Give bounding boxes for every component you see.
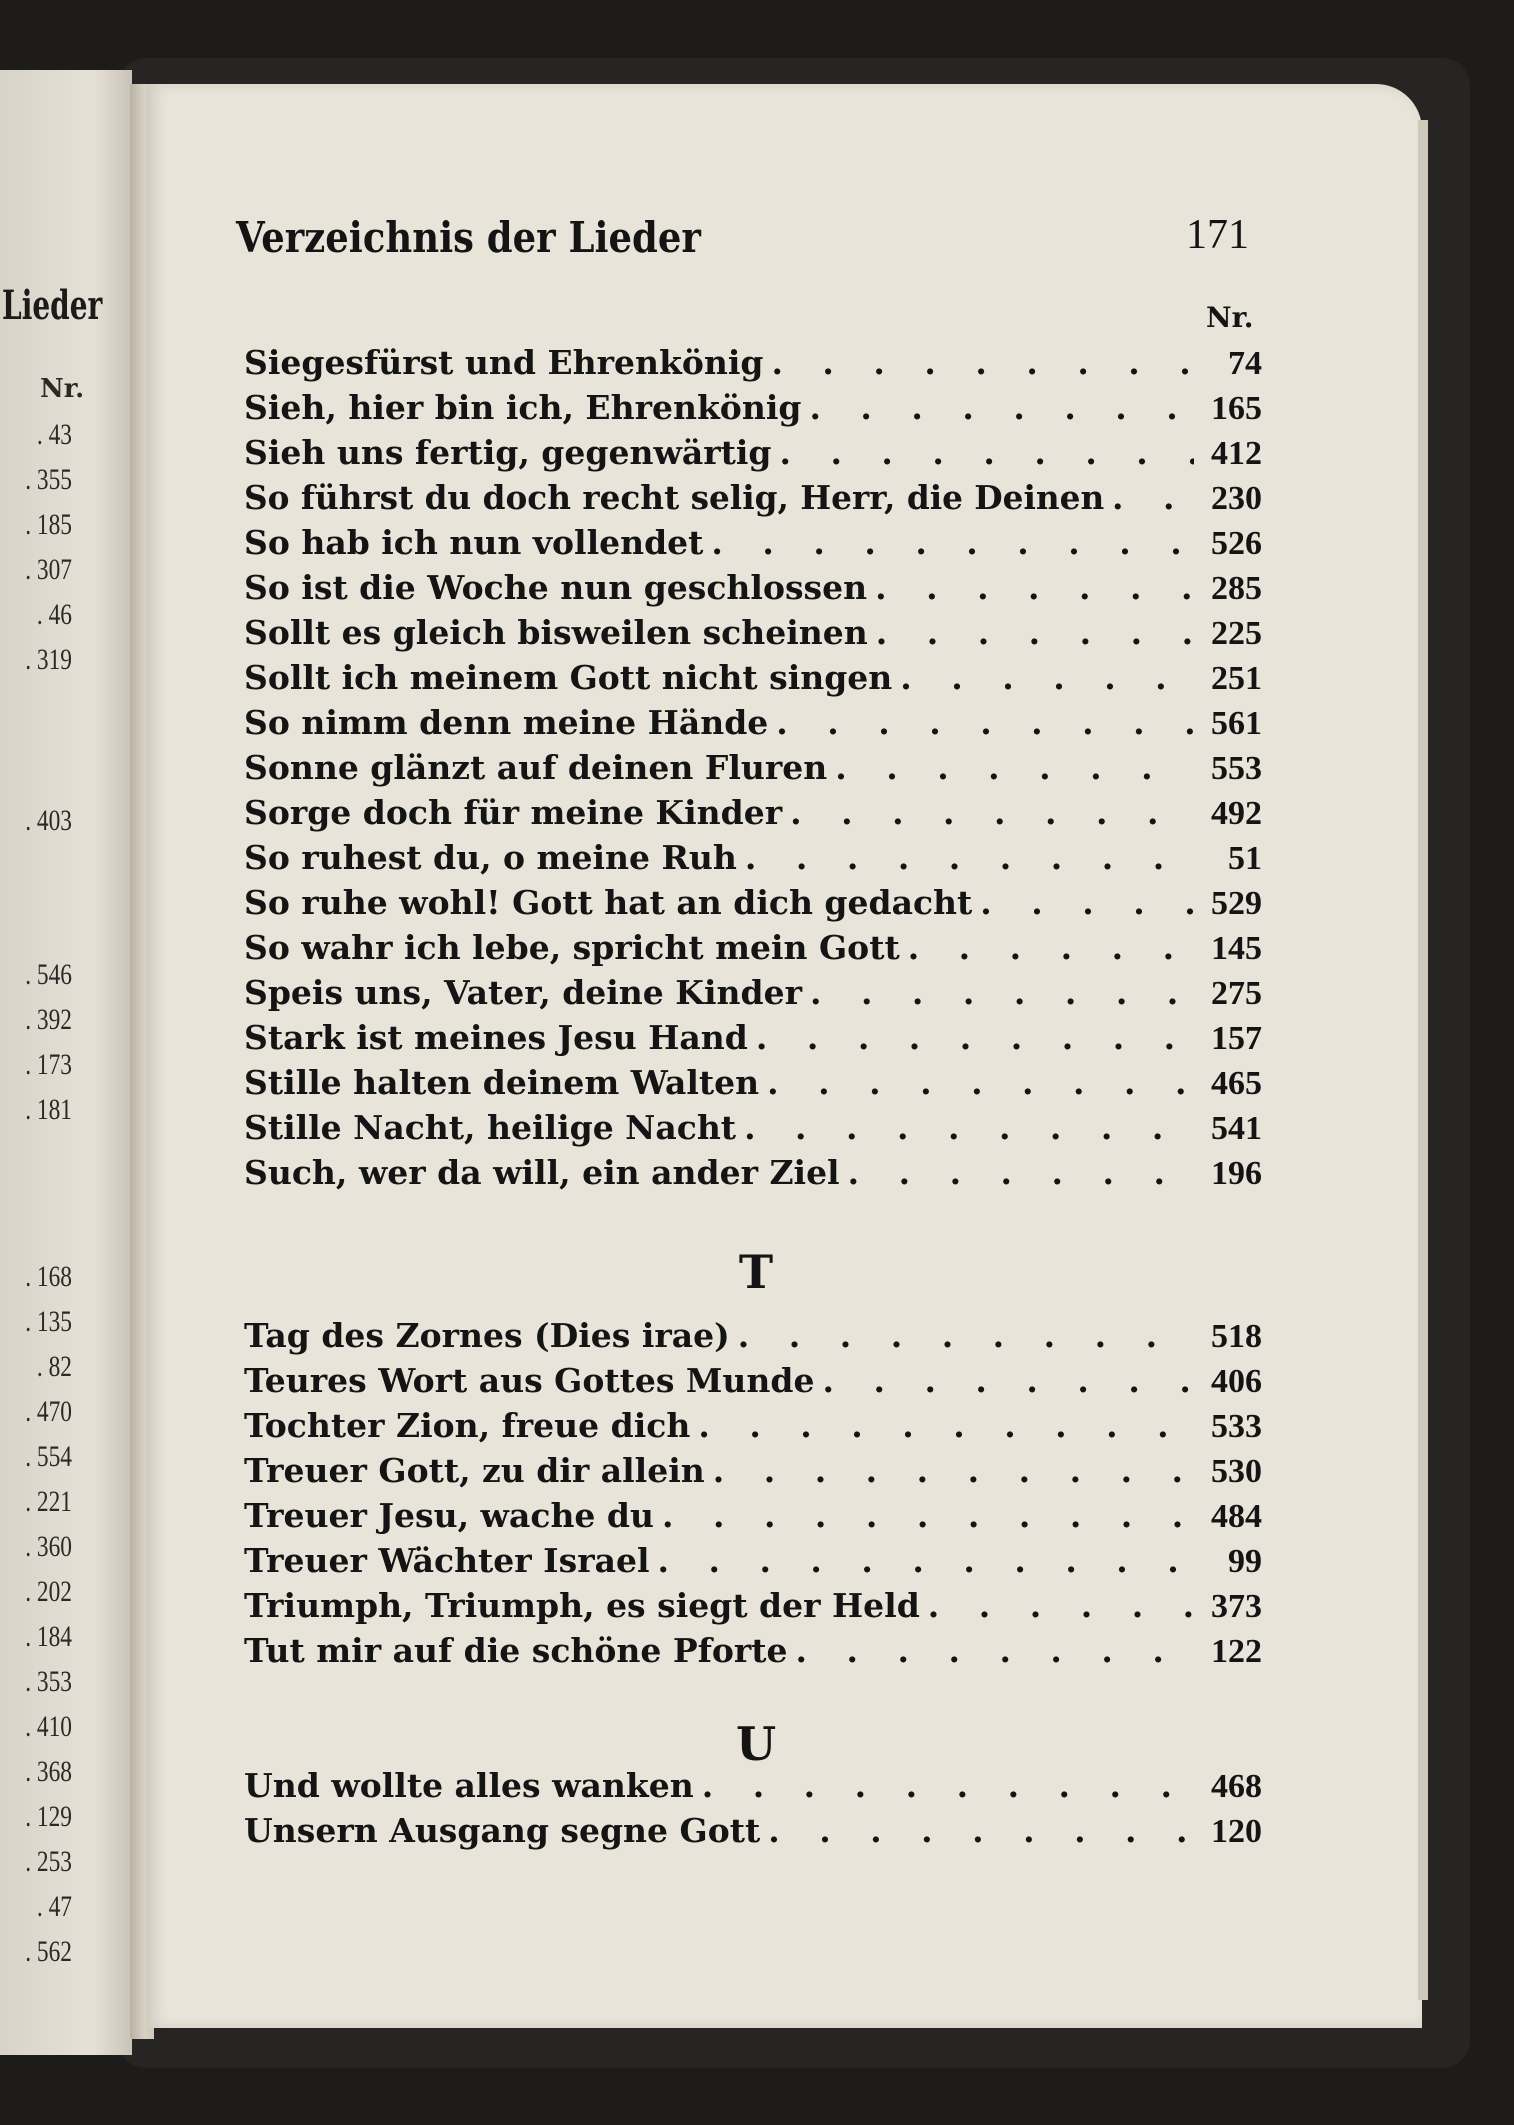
- entry-title: Tut mir auf die schöne Pforte: [244, 1631, 788, 1670]
- entry-number: 529: [1211, 885, 1262, 922]
- entry-title: Triumph, Triumph, es siegt der Held: [244, 1586, 920, 1625]
- entry-number: 484: [1211, 1498, 1262, 1535]
- entry-title: Tochter Zion, freue dich: [244, 1406, 691, 1445]
- dot-leader: [745, 838, 1194, 877]
- index-entry: [244, 1108, 1262, 1152]
- entry-title: Stille halten deinem Walten: [244, 1063, 760, 1102]
- dot-leader: [928, 1586, 1194, 1625]
- dot-leader: [702, 1766, 1194, 1805]
- dot-leader: [980, 883, 1194, 922]
- entry-title: So ruhest du, o meine Ruh: [244, 838, 737, 877]
- left-page-number: . 46: [36, 598, 72, 631]
- dot-leader: [900, 658, 1194, 697]
- index-entry: [244, 1766, 1262, 1810]
- entry-number: 74: [1228, 345, 1262, 382]
- left-page-number: . 319: [25, 643, 72, 676]
- dot-leader: [1112, 478, 1194, 517]
- entry-number: 561: [1211, 705, 1262, 742]
- dot-leader: [662, 1496, 1194, 1535]
- dot-leader: [776, 703, 1194, 742]
- left-page-number: . 368: [25, 1755, 72, 1788]
- entry-title: Und wollte alles wanken: [244, 1766, 694, 1805]
- index-entry: [244, 1361, 1262, 1405]
- entry-number: 533: [1211, 1408, 1262, 1445]
- dot-leader: [713, 1451, 1194, 1490]
- index-entry: [244, 1406, 1262, 1450]
- index-entry: [244, 883, 1262, 927]
- dot-leader: [848, 1153, 1194, 1192]
- left-page-number: . 353: [25, 1665, 72, 1698]
- dot-leader: [698, 1406, 1194, 1445]
- index-entry: [244, 523, 1262, 567]
- entry-number: 275: [1211, 975, 1262, 1012]
- index-entry: [244, 1631, 1262, 1675]
- left-page-number: . 554: [25, 1440, 72, 1473]
- index-entry: [244, 838, 1262, 882]
- entry-title: So ist die Woche nun geschlossen: [244, 568, 868, 607]
- entry-number: 541: [1211, 1110, 1262, 1147]
- index-entry: [244, 388, 1262, 432]
- entry-title: Siegesfürst und Ehrenkönig: [244, 343, 764, 382]
- entry-title: Tag des Zornes (Dies irae): [244, 1316, 730, 1355]
- index-entry: [244, 793, 1262, 837]
- index-entry: [244, 1063, 1262, 1107]
- entry-number: 285: [1211, 570, 1262, 607]
- entry-title: So wahr ich lebe, spricht mein Gott: [244, 928, 900, 967]
- dot-leader: [809, 388, 1194, 427]
- index-entry: [244, 1316, 1262, 1360]
- left-page-number: . 43: [36, 418, 72, 451]
- entry-title: So nimm denn meine Hände: [244, 703, 769, 742]
- entry-number: 145: [1211, 930, 1262, 967]
- index-entry: [244, 748, 1262, 792]
- page-edge: [1418, 120, 1428, 2000]
- entry-number: 553: [1211, 750, 1262, 787]
- entry-title: Sieh, hier bin ich, Ehrenkönig: [244, 388, 802, 427]
- index-entry: [244, 1811, 1262, 1855]
- entry-title: Sonne glänzt auf deinen Fluren: [244, 748, 828, 787]
- left-page: [0, 70, 132, 2055]
- section-letter: T: [738, 1245, 774, 1299]
- left-page-number: . 546: [25, 958, 72, 991]
- entry-number: 251: [1211, 660, 1262, 697]
- left-page-number: . 181: [25, 1093, 72, 1126]
- dot-leader: [810, 973, 1194, 1012]
- left-page-number: . 221: [25, 1485, 72, 1518]
- left-page-header: Lieder: [2, 282, 103, 329]
- dot-leader: [767, 1063, 1194, 1102]
- index-entry: [244, 1153, 1262, 1197]
- dot-leader: [711, 523, 1194, 562]
- entry-number: 526: [1211, 525, 1262, 562]
- dot-leader: [835, 748, 1194, 787]
- left-page-number: . 392: [25, 1003, 72, 1036]
- entry-number: 122: [1211, 1633, 1262, 1670]
- entry-number: 230: [1211, 480, 1262, 517]
- index-entry: [244, 1018, 1262, 1062]
- entry-title: Sollt ich meinem Gott nicht singen: [244, 658, 893, 697]
- left-page-number: . 184: [25, 1620, 72, 1653]
- section-letter: U: [735, 1717, 777, 1771]
- entry-title: Unsern Ausgang segne Gott: [244, 1811, 761, 1850]
- entry-number: 518: [1211, 1318, 1262, 1355]
- entry-title: Treuer Wächter Israel: [244, 1541, 650, 1580]
- left-page-number: . 135: [25, 1305, 72, 1338]
- left-page-number: . 202: [25, 1575, 72, 1608]
- entry-number: 492: [1211, 795, 1262, 832]
- index-entry: [244, 613, 1262, 657]
- page-title: Verzeichnis der Lieder: [236, 213, 701, 262]
- left-page-number: . 129: [25, 1800, 72, 1833]
- entry-title: Treuer Gott, zu dir allein: [244, 1451, 705, 1490]
- entry-number: 165: [1211, 390, 1262, 427]
- left-page-number: . 168: [25, 1260, 72, 1293]
- index-entry: [244, 568, 1262, 612]
- entry-title: Stille Nacht, heilige Nacht: [244, 1108, 737, 1147]
- entry-number: 157: [1211, 1020, 1262, 1057]
- dot-leader: [796, 1631, 1194, 1670]
- entry-title: Stark ist meines Jesu Hand: [244, 1018, 748, 1057]
- dot-leader: [768, 1811, 1194, 1850]
- index-entry: [244, 973, 1262, 1017]
- dot-leader: [771, 343, 1194, 382]
- dot-leader: [779, 433, 1194, 472]
- left-page-number: . 307: [25, 553, 72, 586]
- entry-title: So führst du doch recht selig, Herr, die Deinen: [244, 478, 1105, 517]
- entry-title: Sieh uns fertig, gegenwärtig: [244, 433, 772, 472]
- entry-number: 468: [1211, 1768, 1262, 1805]
- index-entry: [244, 433, 1262, 477]
- entry-title: Sollt es gleich bisweilen scheinen: [244, 613, 868, 652]
- dot-leader: [658, 1541, 1195, 1580]
- entry-number: 120: [1211, 1813, 1262, 1850]
- dot-leader: [908, 928, 1194, 967]
- dot-leader: [875, 568, 1194, 607]
- nr-column-label: Nr.: [1206, 301, 1254, 334]
- entry-number: 530: [1211, 1453, 1262, 1490]
- entry-title: Treuer Jesu, wache du: [244, 1496, 654, 1535]
- index-entry: [244, 1496, 1262, 1540]
- index-entry: [244, 658, 1262, 702]
- left-page-number: . 410: [25, 1710, 72, 1743]
- entry-number: 465: [1211, 1065, 1262, 1102]
- left-page-number: . 470: [25, 1395, 72, 1428]
- entry-number: 412: [1211, 435, 1262, 472]
- left-page-number: . 82: [36, 1350, 72, 1383]
- dot-leader: [790, 793, 1194, 832]
- entry-title: So ruhe wohl! Gott hat an dich gedacht: [244, 883, 973, 922]
- index-entry: [244, 1541, 1262, 1585]
- entry-number: 99: [1228, 1543, 1262, 1580]
- dot-leader: [738, 1316, 1194, 1355]
- page-number: 171: [1186, 212, 1249, 258]
- entry-title: Such, wer da will, ein ander Ziel: [244, 1153, 840, 1192]
- index-entry: [244, 478, 1262, 522]
- left-page-number: . 355: [25, 463, 72, 496]
- entry-title: So hab ich nun vollendet: [244, 523, 704, 562]
- left-page-nr-label: Nr.: [40, 374, 85, 404]
- left-page-number: . 173: [25, 1048, 72, 1081]
- entry-title: Speis uns, Vater, deine Kinder: [244, 973, 802, 1012]
- entry-title: Teures Wort aus Gottes Munde: [244, 1361, 815, 1400]
- dot-leader: [744, 1108, 1194, 1147]
- dot-leader: [876, 613, 1194, 652]
- entry-number: 196: [1211, 1155, 1262, 1192]
- entry-number: 406: [1211, 1363, 1262, 1400]
- left-page-number: . 185: [25, 508, 72, 541]
- left-page-number: . 360: [25, 1530, 72, 1563]
- index-entry: [244, 1586, 1262, 1630]
- index-entry: [244, 703, 1262, 747]
- index-entry: [244, 343, 1262, 387]
- entry-number: 225: [1211, 615, 1262, 652]
- left-page-number: . 403: [25, 804, 72, 837]
- left-page-number: . 253: [25, 1845, 72, 1878]
- index-entry: [244, 1451, 1262, 1495]
- entry-number: 373: [1211, 1588, 1262, 1625]
- entry-title: Sorge doch für meine Kinder: [244, 793, 783, 832]
- left-page-number: . 562: [25, 1935, 72, 1968]
- dot-leader: [822, 1361, 1194, 1400]
- index-entry: [244, 928, 1262, 972]
- left-page-number: . 47: [36, 1890, 72, 1923]
- dot-leader: [756, 1018, 1194, 1057]
- entry-number: 51: [1228, 840, 1262, 877]
